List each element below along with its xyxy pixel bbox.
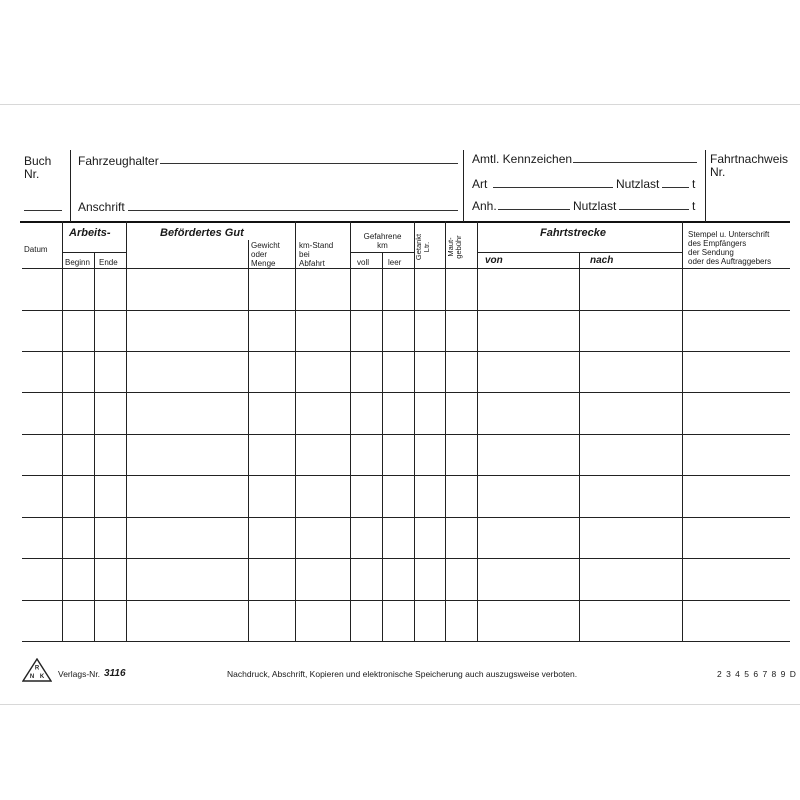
col-line-kmstand — [350, 221, 351, 642]
svg-text:K: K — [39, 674, 45, 680]
verlags-nr: 3116 — [104, 668, 126, 679]
table-row — [22, 558, 790, 559]
table-row — [22, 475, 790, 476]
nutzlast-label: Nutzlast — [616, 177, 660, 191]
table-row — [22, 600, 790, 601]
anh-nutzlast-field[interactable] — [619, 209, 689, 210]
col-line-getankt — [445, 221, 446, 642]
kennzeichen-field[interactable] — [573, 162, 697, 163]
copyright-notice: Nachdruck, Abschrift, Kopieren und elektronische Speicherung auch auszugsweise verboten. — [227, 669, 578, 679]
svg-text:R: R — [34, 665, 40, 672]
art-label: Art — [472, 177, 488, 191]
header-divider-3 — [705, 150, 706, 222]
anschrift-field[interactable] — [128, 210, 458, 211]
form-code: 2 3 4 5 6 7 8 9 D — [717, 669, 797, 679]
rnk-logo-icon — [22, 658, 52, 682]
fahrtnachweis-label: Fahrtnachweis Nr. — [710, 152, 789, 179]
anh-nutzlast-label: Nutzlast — [573, 199, 617, 213]
col-line-leer — [414, 221, 415, 642]
col-line-gewicht — [295, 221, 296, 642]
table-bottom-rule — [22, 641, 790, 642]
buch-nr-label: Buch Nr. — [24, 154, 52, 181]
buch-nr-field[interactable] — [24, 210, 62, 211]
header-divider-2 — [463, 150, 464, 222]
verlags-label: Verlags-Nr. — [58, 669, 101, 679]
kennzeichen-label: Amtl. Kennzeichen — [472, 152, 573, 166]
col-line-datum — [62, 221, 63, 642]
col-line-ende — [126, 221, 127, 642]
table-row — [22, 434, 790, 435]
fahrzeughalter-field[interactable] — [160, 163, 458, 164]
col-maut: Maut- gebühr — [446, 235, 463, 259]
col-line-gut — [248, 240, 249, 642]
publisher-logo — [22, 658, 52, 687]
anh-label: Anh. — [472, 199, 497, 213]
table-row — [22, 351, 790, 352]
col-stempel: Stempel u. Unterschrift des Empfängers der Sendung oder des Auftraggebers — [688, 230, 772, 266]
col-nach: nach — [590, 255, 614, 266]
col-von: von — [485, 255, 503, 266]
anschrift-label: Anschrift — [78, 200, 125, 214]
table-row — [22, 517, 790, 518]
col-line-maut — [477, 221, 478, 642]
col-datum: Datum — [24, 245, 48, 254]
fahrzeughalter-label: Fahrzeughalter — [78, 154, 159, 168]
table-row — [22, 310, 790, 311]
col-fahrtstrecke: Fahrtstrecke — [540, 227, 607, 239]
table-row — [22, 392, 790, 393]
form-sheet — [0, 104, 800, 705]
col-line-nach — [682, 221, 683, 642]
col-voll: voll — [357, 258, 370, 267]
col-leer: leer — [388, 258, 402, 267]
col-ende: Ende — [99, 258, 118, 267]
col-km-stand: km-Stand bei Abfahrt — [299, 241, 334, 268]
nutzlast-field[interactable] — [662, 187, 689, 188]
col-getankt: Getankt Ltr. — [414, 233, 431, 261]
col-arbeits: Arbeits- — [69, 227, 111, 239]
nutzlast-unit: t — [692, 177, 696, 191]
header-top-rule — [20, 221, 790, 223]
svg-text:N: N — [29, 674, 35, 680]
art-field[interactable] — [493, 187, 613, 188]
col-gewicht: Gewicht oder Menge — [251, 241, 280, 268]
anh-field[interactable] — [498, 209, 570, 210]
anh-nutzlast-unit: t — [692, 199, 696, 213]
header-divider-1 — [70, 150, 71, 222]
col-beginn: Beginn — [65, 258, 90, 267]
column-header-rule — [22, 268, 790, 269]
col-gefahrene-km: Gefahrene km — [363, 232, 402, 250]
col-befoerdertes-gut: Befördertes Gut — [160, 227, 244, 239]
